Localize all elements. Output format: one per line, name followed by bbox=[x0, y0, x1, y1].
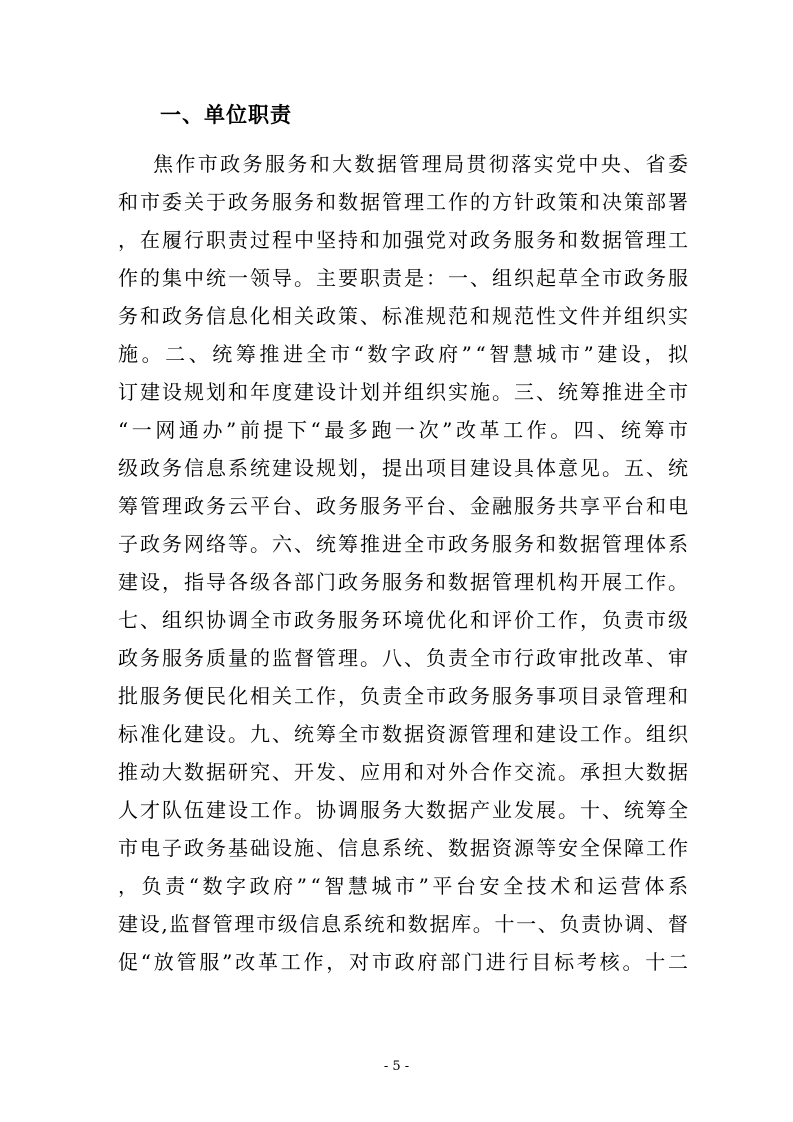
body-line: 政 务 服 务 质 量 的 监 督 管 理 。 八 、 负 责 全 市 行 政 审 批 改 革 、 审 bbox=[118, 646, 688, 670]
body-line: “ 一 网 通 办 ” 前 提 下 “ 最 多 跑 一 次 ” 改 革 工 作 。 四 、 统 筹 市 bbox=[118, 418, 688, 442]
body-line: 订 建 设 规 划 和 年 度 建 设 计 划 并 组 织 实 施 。 三 、 统 筹 推 进 全 市 bbox=[118, 380, 688, 404]
body-line: 推 动 大 数 据 研 究 、 开 发 、 应 用 和 对 外 合 作 交 流 。 承 担 大 数 据 bbox=[118, 760, 688, 784]
body-line: 市 电 子 政 务 基 础 设 施 、 信 息 系 统 、 数 据 资 源 等 安 全 保 障 工 作 bbox=[118, 836, 688, 860]
body-line: 务 和 政 务 信 息 化 相 关 政 策 、 标 准 规 范 和 规 范 性 文 件 并 组 织 实 bbox=[118, 304, 688, 328]
body-line: ， 负 责 “ 数 字 政 府 ” “ 智 慧 城 市 ” 平 台 安 全 技 术 和 运 营 体 系 bbox=[118, 874, 688, 898]
body-line: 建 设 ， 指 导 各 级 各 部 门 政 务 服 务 和 数 据 管 理 机 构 开 展 工 作 。 bbox=[118, 570, 688, 594]
body-line: 人 才 队 伍 建 设 工 作 。 协 调 服 务 大 数 据 产 业 发 展 。 十 、 统 筹 全 bbox=[118, 798, 688, 822]
body-line: 作 的 集 中 统 一 领 导 。 主 要 职 责 是 ： 一 、 组 织 起 草 全 市 政 务 服 bbox=[118, 266, 688, 290]
body-line: 焦 作 市 政 务 服 务 和 大 数 据 管 理 局 贯 彻 落 实 党 中 央 、 省 委 bbox=[153, 152, 688, 176]
body-line: 建 设 , 监 督 管 理 市 级 信 息 系 统 和 数 据 库 。 十 一 、 负 责 协 调 、 督 bbox=[118, 912, 688, 936]
body-line: 施 。 二 、 统 筹 推 进 全 市 “ 数 字 政 府 ” “ 智 慧 城 市 ” 建 设 ， 拟 bbox=[118, 342, 688, 366]
body-line: 级 政 务 信 息 系 统 建 设 规 划 ， 提 出 项 目 建 设 具 体 意 见 。 五 、 统 bbox=[118, 456, 688, 480]
body-line: 和 市 委 关 于 政 务 服 务 和 数 据 管 理 工 作 的 方 针 政 策 和 决 策 部 署 bbox=[118, 190, 688, 214]
body-line: 促 “ 放 管 服 ” 改 革 工 作 ， 对 市 政 府 部 门 进 行 目 标 考 核 。 十 二 bbox=[118, 950, 688, 974]
body-line: 筹 管 理 政 务 云 平 台 、 政 务 服 务 平 台 、 金 融 服 务 共 享 平 台 和 电 bbox=[118, 494, 688, 518]
body-line: 标 准 化 建 设 。 九 、 统 筹 全 市 数 据 资 源 管 理 和 建 设 工 作 。 组 织 bbox=[118, 722, 688, 746]
page-number: - 5 - bbox=[383, 1059, 410, 1074]
body-text bbox=[118, 145, 688, 981]
section-heading: 一、单位职责 bbox=[160, 103, 292, 127]
body-line: ， 在 履 行 职 责 过 程 中 坚 持 和 加 强 党 对 政 务 服 务 和 数 据 管 理 工 bbox=[118, 228, 688, 252]
body-line: 子 政 务 网 络 等 。 六 、 统 筹 推 进 全 市 政 务 服 务 和 数 据 管 理 体 系 bbox=[118, 532, 688, 556]
body-line: 批 服 务 便 民 化 相 关 工 作 ， 负 责 全 市 政 务 服 务 事 项 目 录 管 理 和 bbox=[118, 684, 688, 708]
body-line: 七 、 组 织 协 调 全 市 政 务 服 务 环 境 优 化 和 评 价 工 作 ， 负 责 市 级 bbox=[118, 608, 688, 632]
